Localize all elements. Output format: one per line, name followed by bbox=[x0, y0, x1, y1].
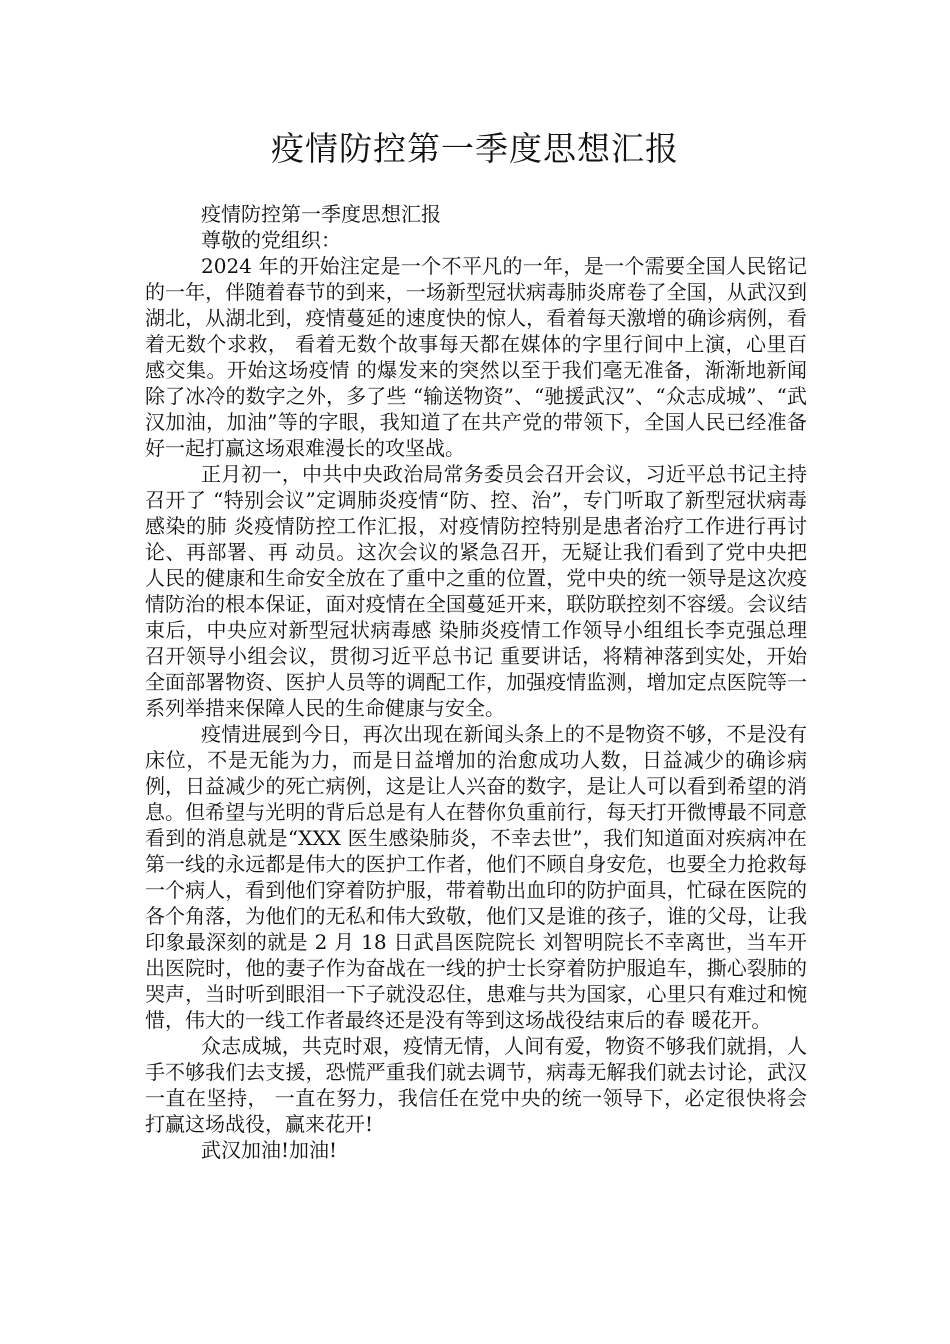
paragraph-progress: 疫情进展到今日，再次出现在新闻头条上的不是物资不够，不是没有床位，不是无能为力，而是日益增加的治愈成功人数，日益减少的确诊病例，日益减少的死亡病例，这是让人兴奋的数字，是让人可以看到希望的消息。但希望与光明的背后总是有人在替你负重前行，每天打开微博最不同意看到的消息就是“XXX 医生感染肺炎，不幸去世”，我们知道面对疾病冲在第一线的永远都是伟大的医护工作者，他们不顾自身安危，也要全力抢救每一个病人，看到他们穿着防护服，带着勒出血印的防护面具，忙碌在医院的各个角落，为他们的无私和伟大致敬，他们又是谁的孩子，谁的父母，让我印象最深刻的就是 2 月 18 日武昌医院院长 刘智明院长不幸离世，当车开出医院时，他的妻子作为奋战在一线的护士长穿着防护服追车，撕心裂肺的哭声，当时听到眼泪一下子就没忍住，患难与共为国家，心里只有难过和惋惜，伟大的一线工作者最终还是没有等到这场战役结束后的春 暖花开。 bbox=[145, 722, 807, 1032]
document-title: 疫情防控第一季度思想汇报 bbox=[271, 129, 679, 168]
paragraph-meeting: 正月初一，中共中央政治局常务委员会召开会议，习近平总书记主持召开了 “特别会议”定调肺炎疫情“防、控、治”，专门听取了新型冠状病毒感染的肺 炎疫情防控工作汇报，对疫情防控特别是患者治疗工作进行再讨论、再部署、再 动员。这次会议的紧急召开，无疑让我们看到了党中央把人民的健康和生命安全放在了重中之重的位置，党中央的统一领导是这次疫情防治的根本保证，面对疫情在全国蔓延开来，联防联控刻不容缓。会议结束后，中央应对新型冠状病毒感 染肺炎疫情工作领导小组组长李克强总理召开领导小组会议，贯彻习近平总书记 重要讲话，将精神落到实处，开始全面部署物资、医护人员等的调配工作，加强疫情监测，增加定点医院等一系列举措来保障人民的生命健康与安全。 bbox=[145, 462, 807, 720]
document-body bbox=[145, 201, 807, 1163]
salutation: 尊敬的党组织： bbox=[201, 228, 341, 252]
document-subtitle: 疫情防控第一季度思想汇报 bbox=[201, 202, 441, 226]
paragraph-closing: 武汉加油!加油! bbox=[201, 1138, 338, 1162]
paragraph-opening: 2024 年的开始注定是一个不平凡的一年，是一个需要全国人民铭记的一年，伴随着春节的到来，一场新型冠状病毒肺炎席卷了全国，从武汉到湖北，从湖北到，疫情蔓延的速度快的惊人，看着每天激增的确诊病例，看着无数个求救， 看着无数个故事每天都在媒体的字里行间中上演，心里百感交集。开始这场疫情 的爆发来的突然以至于我们毫无准备，渐渐地新闻除了冰冷的数字之外，多了些 “输送物资”、“驰援武汉”、“众志成城”、“武汉加油，加油”等的字眼，我知道了在共产党的带领下，全国人民已经准备好一起打赢这场艰难漫长的攻坚战。 bbox=[145, 254, 807, 460]
paragraph-solidarity: 众志成城，共克时艰，疫情无情，人间有爱，物资不够我们就捐，人手不够我们去支援，恐慌严重我们就去调节，病毒无解我们就去讨论，武汉一直在坚持， 一直在努力，我信任在党中央的统一领导下，必定很快将会打赢这场战役，赢来花开! bbox=[145, 1034, 807, 1136]
